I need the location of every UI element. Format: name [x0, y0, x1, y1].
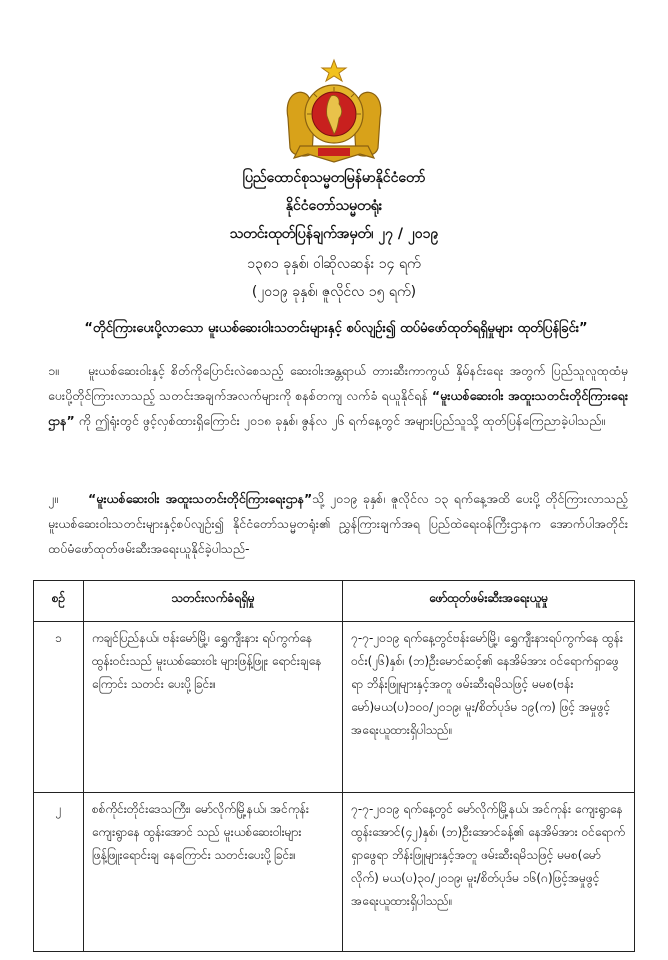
row-received: ကချင်ပြည်နယ်၊ ဗန်းမော်မြို့၊ ရွှေကျီးနား ရပ်ကွက်နေ ထွန်းဝင်းသည် မူးယစ်ဆေးဝါး များဖြန့်ဖြူး ရောင်းချနေကြောင်း သတင်း ပေးပို့ခြင်း။ [83, 622, 342, 793]
paragraph-2-number: ၂။ [48, 491, 58, 506]
myanmar-date: ၁၃၈၁ ခုနှစ်၊ ဝါဆိုလဆန်း ၁၄ ရက် [247, 256, 421, 272]
header-number: စဉ် [34, 581, 84, 622]
paragraph-2-bold: “မူးယစ်ဆေးဝါး အထူးသတင်းတိုင်ကြားရေးဌာန” [88, 491, 313, 506]
paragraph-1-bold: “မူးယစ်ဆေးဝါး အထူးသတင်းတိုင်ကြားရေးဌာန” [48, 388, 628, 428]
paragraph-1-number: ၁။ [48, 363, 59, 378]
gregorian-date: (၂၀၁၉ ခုနှစ်၊ ဇူလိုင်လ ၁၅ ရက်) [251, 284, 417, 300]
paragraph-1 [48, 358, 628, 433]
row-received: စစ်ကိုင်းတိုင်းဒေသကြီး၊ မော်လိုက်မြို့နယ်၊ အင်ကုန်းကျေးရွာနေ ထွန်းအောင် သည် မူးယစ်ဆေးဝါးများ ဖြန့်ဖြူးရောင်းချ နေကြောင်း သတင်းပေးပို့ခြင်း။ [83, 793, 342, 952]
table-row [34, 622, 635, 793]
row-number: ၂ [34, 793, 84, 952]
headline: “တိုင်ကြားပေးပို့လာသော မူးယစ်ဆေးဝါးသတင်းများနှင့် စပ်လျဉ်း၍ ထပ်မံဖော်ထုတ်ရရှိမှုများ ထုတ်ပြန်ခြင်း” [84, 321, 588, 336]
notice-number: သတင်းထုတ်ပြန်ချက်အမှတ်၊ ၂၇ / ၂၀၁၉ [229, 226, 439, 242]
paragraph-1-text-b: ကို ဤရုံးတွင် ဖွင့်လှစ်ထားရှိကြောင်း ၂၀၁၈ ခုနှစ်၊ ဇွန်လ ၂၆ ရက်နေ့တွင် အများပြည်သူသို့ ထုတ်ပြန်ကြေညာခဲ့ပါသည်။ [78, 413, 606, 428]
paragraph-2-text: သို့ ၂၀၁၉ ခုနှစ်၊ ဇူလိုင်လ ၁၃ ရက်နေ့အထိ ပေးပို့ တိုင်ကြားလာသည့် မူးယစ်ဆေးဝါးသတင်းများနှင့်စပ်လျဉ်း၍ နိုင်ငံတော်သမ္မတရုံး၏ ညွှန်ကြားချက်အရ ပြည်ထဲရေးဝန်ကြီးဌာနက အောက်ပါအတိုင်း ထပ်မံဖော်ထုတ်ဖမ်းဆီးအရေးယူနိုင်ခဲ့ပါသည်- [48, 491, 629, 556]
state-emblem-icon [282, 58, 386, 166]
results-table [33, 580, 635, 952]
table-header-row [34, 581, 635, 622]
paragraph-2 [48, 486, 628, 561]
table-row [34, 793, 635, 952]
row-number: ၁ [34, 622, 84, 793]
row-action: ၇-၇-၂၀၁၉ ရက်နေ့တွင် မော်လိုက်မြို့နယ်၊ အင်ကုန်း ကျေးရွာနေ ထွန်းအောင်(၄၂)နှစ်၊ (ဘ)ဦးအောင်ခန့်၏ နေအိမ်အား ဝင်ရောက်ရှာဖွေရာ ဘိန်းဖြူများနှင့်အတူ ဖမ်းဆီးရမိသဖြင့် မမစ(မော်လိုက်) မယ(ပ)၃၀/၂၀၁၉၊ မူး/စိတ်ပုဒ်မ ၁၆(ဂ)ဖြင့်အမှုဖွင့်အရေးယူထားရှိပါသည်။ [343, 793, 635, 952]
header-action: ဖော်ထုတ်ဖမ်းဆီးအရေးယူမှု [343, 581, 635, 622]
emblem-star [322, 60, 346, 81]
paragraph-1-text-a: မူးယစ်ဆေးဝါးနှင့် စိတ်ကိုပြောင်းလဲစေသည့် ဆေးဝါးအန္တရာယ် တားဆီးကာကွယ် နှိမ်နင်းရေး အတွက် ပြည်သူလူထုထံမှ ပေးပို့တိုင်ကြားလာသည့် သတင်းအချက်အလက်များကို စနစ်တကျ လက်ခံ ရယူနိုင်ရန် [48, 363, 628, 403]
header-received: သတင်းလက်ခံရရှိမှု [83, 581, 342, 622]
issuer-name: နိုင်ငံတော်သမ္မတရုံး [285, 198, 383, 214]
country-name: ပြည်ထောင်စုသမ္မတမြန်မာနိုင်ငံတော် [242, 170, 426, 186]
row-action: ၇-၇-၂၀၁၉ ရက်နေ့တွင်ဗန်းမော်မြို့၊ ရွှေကျီးနားရပ်ကွက်နေ ထွန်းဝင်း(၂၆)နှစ်၊ (ဘ)ဦးမောင်ဆင့်၏ နေအိမ်အား ဝင်ရောက်ရှာဖွေရာ ဘိန်းဖြူများနှင့်အတူ ဖမ်းဆီးရမိသဖြင့် မမစ(ဗန်းမော်)မယ(ပ)၁၀၀/၂၀၁၉၊ မူး/စိတ်ပုဒ်မ ၁၉(က) ဖြင့် အမှုဖွင့်အရေးယူထားရှိပါသည်။ [343, 622, 635, 793]
